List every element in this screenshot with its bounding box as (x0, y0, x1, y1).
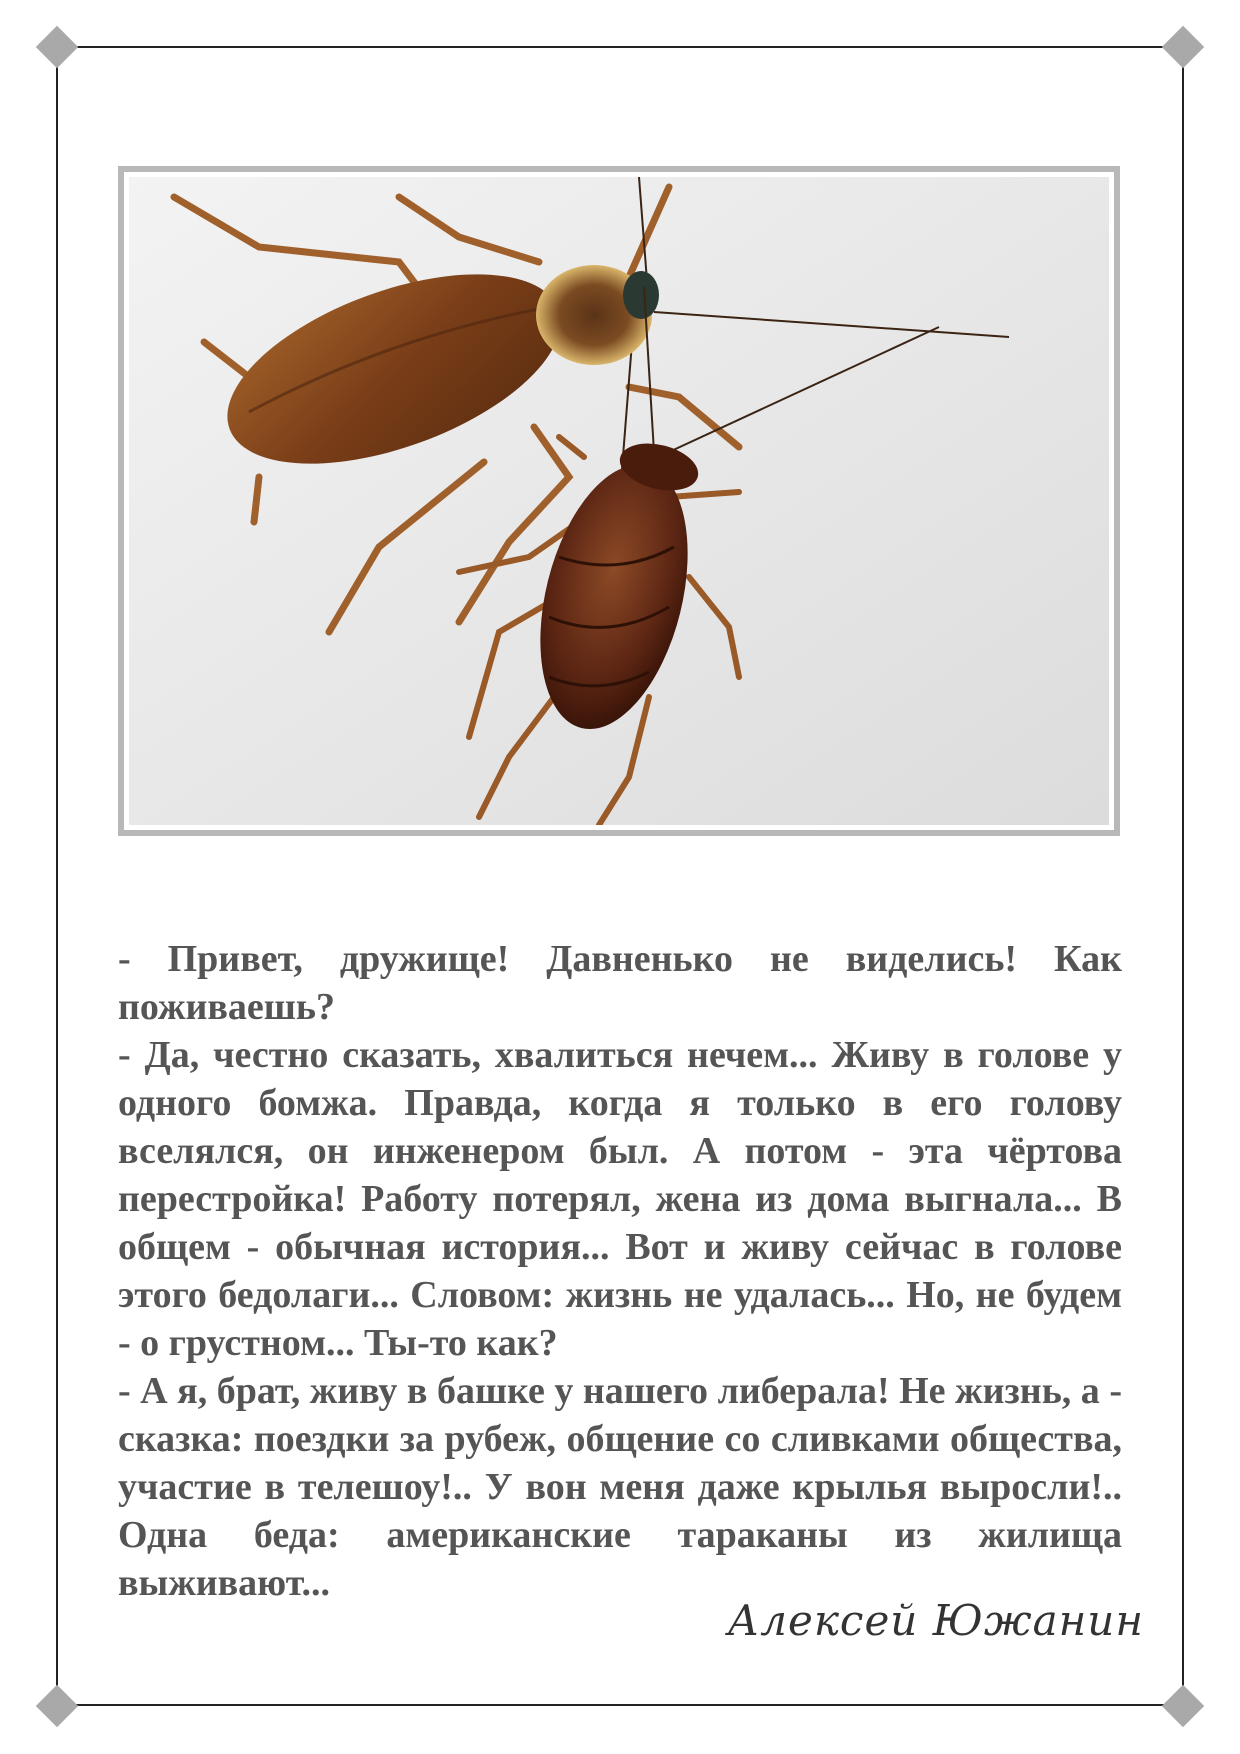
cockroaches-photo (129, 177, 1109, 825)
dialogue-line: - А я, брат, живу в башке у нашего либерала! Не жизнь, а - сказка: поездки за рубеж, общение со сливками общества, участие в телешоу!.. У вон меня даже крылья выросли!.. Одна беда: американские тараканы из жилища выживают... (118, 1370, 1122, 1604)
dialogue-text (118, 935, 1122, 1607)
photo-mat (124, 172, 1114, 830)
photo-frame (118, 166, 1120, 836)
author-signature: Алексей Южанин (727, 1596, 1144, 1645)
dialogue-line: - Привет, дружище! Давненько не виделись! Как поживаешь? (118, 938, 1122, 1028)
dialogue-line: - Да, честно сказать, хвалиться нечем... Живу в голове у одного бомжа. Правда, когда я только в его голову вселялся, он инженером был. А потом - эта чёртова перестройка! Работу потерял, жена из дома выгнала... В общем - обычная история... Вот и живу сейчас в голове этого бедолаги... Словом: жизнь не удалась... Но, не будем - о грустном... Ты-то как? (118, 1034, 1122, 1364)
